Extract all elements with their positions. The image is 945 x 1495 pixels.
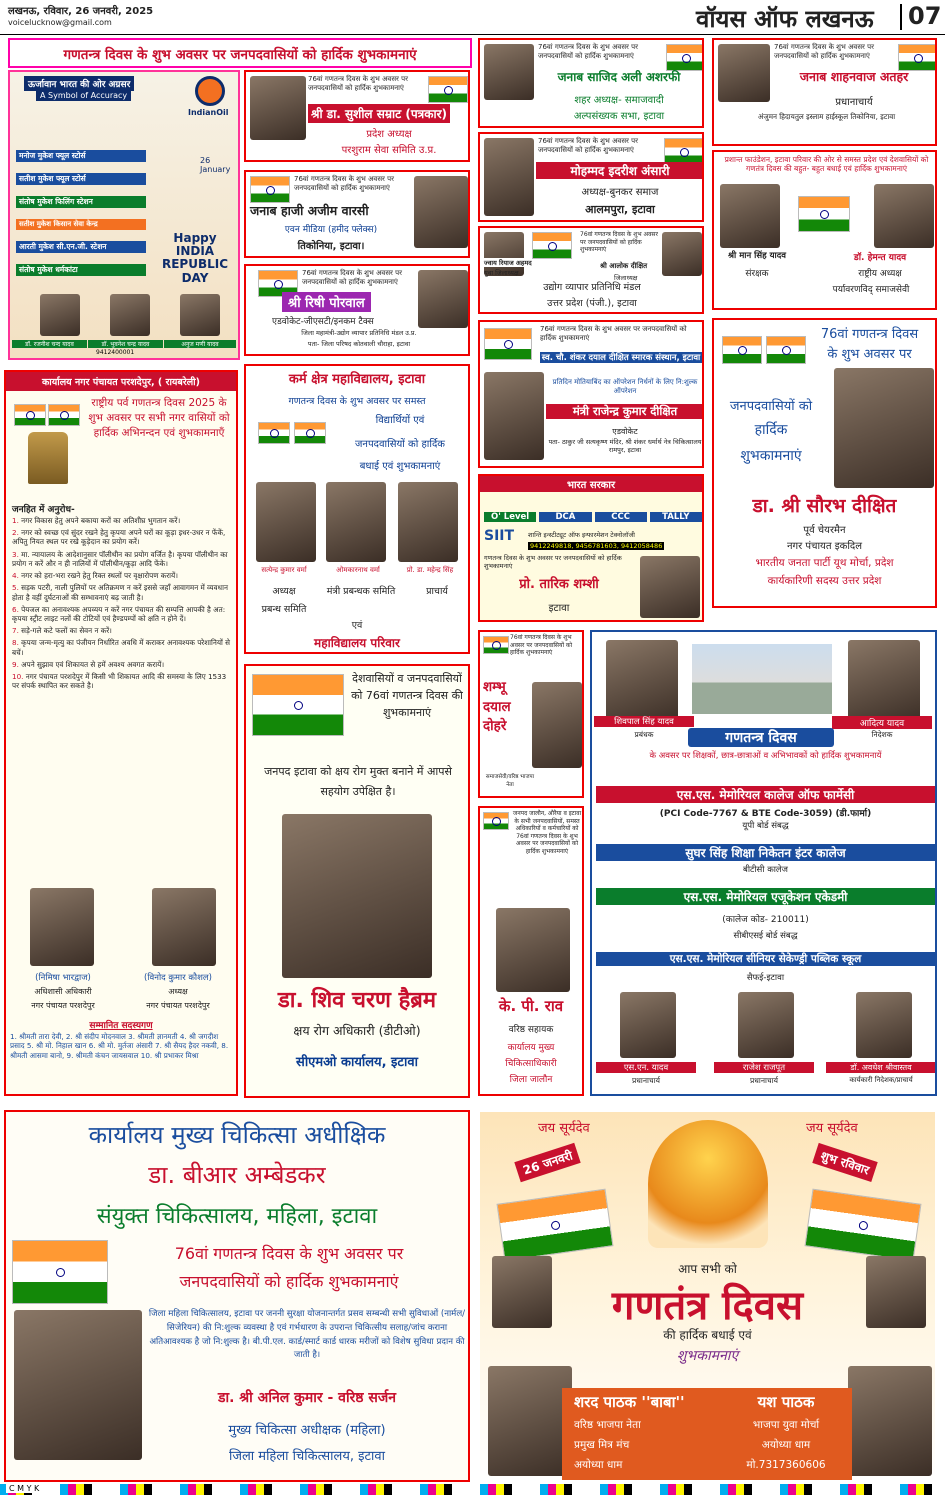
flag-icon [804,1189,921,1262]
idrees-title: अध्यक्ष-बुनकर समाज [581,187,659,198]
ss-c3: एस.एस. मेमोरियल एजूकेशन एकेडमी [596,888,935,905]
masthead: वॉयस ऑफ लखनऊ [696,4,874,33]
surya-p2-l1: भाजपा युवा मोर्चा [752,1419,820,1431]
person-photo [14,1310,142,1460]
flag-icon [428,76,468,103]
prashant-org: पर्यावरणविद् समाजसेवी [832,285,910,295]
flag-icon [252,674,344,736]
hospital-para: जिला महिला चिकित्सालय, इटावा पर जननी सुरक्षा योजनान्तर्गत प्रसव सम्बन्धी सभी सुविधाओं (नार्मल/सिजेरियन) की नि:शुल्क व्यवस्था है एवं गर्भधारण के उपरान्त चिकित्सीय सलाह/जांच कराना अतिआवश्यक है जो नि:शुल्क है। बी.पी.एल. कार्ड/स्मार्ट कार्ड धारक मरीजों को विशेष सुविधा प्रदान की जाती है। [148,1309,466,1361]
flag-icon [664,138,704,165]
ss-p1-role: प्रबंधक [634,730,654,739]
station-list [16,150,146,276]
saurabh-wish3: जनपदवासियों को [729,399,813,414]
indianoil-ad [8,70,240,360]
ss-c2-sub: बीटीसी कालेज [743,865,788,875]
sun-god-image [648,1120,768,1248]
shahnawaz-title: प्रधानाचार्य [835,97,873,108]
karm-r5: एवं [351,620,363,631]
person-photo [282,814,432,978]
idrees-name: मोहम्मद इदरीश अंसारी [536,162,704,179]
list-item: 6. पेयजल का अनावश्यक अपव्यय न करें नगर पंचायत की सम्पत्ति आपकी है अत: कृपया स्ट्रीट लाइट नलों की टोटियों एवं हैण्डपम्पों को क्षति न होने दें। [12,604,226,623]
ajeem-line1: एवन मीडिया (हमीद फ्लेक्स) [284,225,378,235]
person-photo [662,232,702,276]
shiv-wish: देशवासियों व जनपदवासियों को 76वां गणतन्त्र दिवस की शुभकामनाएं [351,672,463,720]
rajendra-title: एडवोकेट [612,427,638,436]
saurabh-ad [712,318,937,608]
person-photo [606,640,678,722]
surya-day: शुभ रविवार [812,1143,878,1182]
prashant-role1: संरक्षक [745,269,769,279]
person-photo [414,176,468,248]
course-badge: O' Level [484,512,536,522]
udyog-role1: युवा जिलाध्यक्ष [484,269,519,277]
shahnawaz-org: अंजुमन हिदायतुल इस्लाम हाईस्कूल तिकोनिया, इटावा [757,112,896,121]
idrees-ad [478,132,704,222]
person-photo [30,888,94,966]
prashant-wish: प्रशान्त फाउंडेशन, इटावा परिवार की ओर से समस्त प्रदेश एवं देशवासियों को गणतंत्र दिवस की बहुत- बहुत बधाई एवं हार्दिक शुभकामनाएं [724,155,929,174]
karm-ad [244,364,470,654]
karm-r1: अध्यक्ष [272,586,296,597]
rishi-ad [244,264,470,356]
surya-p1-l2: प्रमुख मित्र मंच [574,1439,630,1451]
ajeem-ad [244,170,470,258]
surya-right: जय सूर्यदेव [806,1121,858,1136]
saurabh-line1: पूर्व चेयरमैन [803,525,846,536]
surya-p1-l3: अयोध्या धाम [574,1459,623,1471]
ss-c4-place: सैफई-इटावा [746,973,785,983]
hospital-wish2: जनपदवासियों को हार्दिक शुभकामनाएं [179,1272,399,1291]
republic-date: 26 January [200,156,231,174]
siit-name: प्रो. तारिक शम्शी [519,577,599,592]
udyog-ad [478,226,704,314]
ss-f2-role: प्रधानाचार्य [750,1076,778,1085]
person-photo [874,184,934,248]
ss-f2: राजेश राजपूत [714,1062,814,1073]
nagar-appeal-list [12,516,234,691]
shiv-name: डा. शिव चरण हैब्रम [278,988,436,1013]
ss-c4: एस.एस. मेमोरियल सीनियर सेकेण्ड्री पब्लिक स्कूल [596,952,935,966]
person-photo [718,44,770,102]
list-item: 7. सड़े-गले कटे फलों का सेवन न करें। [12,626,112,636]
udyog-wish: 76वां गणतन्त्र दिवस के शुभ अवसर पर जनपदवासियों को हार्दिक शुभकामनाएं [580,231,658,253]
prashant-role2: राष्ट्रीय अध्यक्ष [858,269,902,279]
surya-sub: की हार्दिक बधाई एवं [663,1328,752,1342]
shambhu-name: शम्भू दयाल दोहरे [483,679,511,735]
ajeem-line2: तिकोनिया, इटावा। [297,241,365,252]
ss-p1: शिवपाल सिंह यादव [594,716,694,727]
ss-c3-board: सीबीएसई बोर्ड संबद्ध [733,931,798,941]
rajendra-name: मंत्री राजेन्द्र कुमार दीक्षित [546,404,704,419]
rajendra-wish: 76वां गणतन्त्र दिवस के शुभ अवसर पर जनपदवासियों को हार्दिक शुभकामनाएं [540,325,687,342]
person-photo [720,184,780,248]
flag-icon [48,404,80,426]
station-item: सतीश मुकेश किसान सेवा केन्द्र [16,219,146,230]
ajeem-wish: 76वां गणतन्त्र दिवस के शुभ अवसर पर जनपदवासियों को हार्दिक शुभकामनाएं [294,175,394,192]
prashant-person1: श्री मान सिंह यादव [728,251,786,261]
rishi-wish: 76वां गणतन्त्र दिवस के शुभ अवसर पर जनपदवासियों को हार्दिक शुभकामनाएं [302,269,402,286]
udyog-line1: उद्योग व्यापार प्रतिनिधि मंडल [543,282,641,293]
cmyk-bar [0,1484,945,1495]
person-photo [40,294,80,336]
surya-p2-l2: अयोध्या धाम [761,1439,811,1451]
surya-pre: आप सभी को [678,1262,737,1276]
person-photo [152,888,216,966]
station-item: संतोष मुकेश धर्मकांटा [16,264,146,276]
kp-name: के. पी. राव [498,997,564,1015]
karm-head: कर्म क्षेत्र महाविद्यालय, इटावा [288,372,426,387]
nagar-ad [4,370,238,1096]
shiv-title: क्षय रोग अधिकारी (डीटीओ) [293,1023,421,1038]
emblem-icon [28,432,68,484]
flag-icon [484,328,532,360]
list-item: 10. नगर पंचायत परशदेपुर में किसी भी शिकायत आदि की समस्या के लिए 1533 पर संपर्क स्थापित कर सकते है। [12,672,227,691]
list-item: 5. सड़क पटरी, नाली पुलियों पर अतिक्रमण न करें इससे जहाँ आवागमन में व्यवधान होता है वहीं दुर्घटनाओं की सम्भावनाएं बढ़ जाती है। [12,583,228,602]
karm-wish3: जनपदवासियों को हार्दिक [355,439,445,450]
surya-sub2: शुभकामनाएं [676,1348,739,1364]
person-photo [848,640,920,722]
saurabh-line3: भारतीय जनता पार्टी यूथ मोर्चा, प्रदेश [755,557,894,569]
flag-icon [250,176,290,203]
ss-c3-sub: (कालेज कोड- 210011) [722,915,809,925]
person-photo [256,482,316,562]
siit-wish: गणतन्त्र दिवस के शुभ अवसर पर जनपदवासियों को हार्दिक शुभकामनाएं [484,554,622,571]
nagar-appeal-head: जनहित में अनुरोध- [12,505,75,515]
kp-org2: चिकित्साधिकारी [505,1059,557,1069]
person-photo [180,294,220,336]
person-photo [856,992,912,1058]
shahnawaz-ad [712,38,937,146]
hospital-line3: संयुक्त चिकित्सालय, महिला, इटावा [96,1204,378,1229]
shahnawaz-name: जनाब शाहनवाज अतहर [799,69,909,84]
flag-icon [258,422,290,444]
udyog-name1: ज्वाय रियाज अहमद [484,259,532,267]
indianoil-accuracy: A Symbol of Accuracy [36,90,131,101]
rishi-line1: एडवोकेट-जीएसटी/इनकम टैक्स [272,317,374,327]
kp-org1: कार्यालय मुख्य [507,1043,555,1053]
sushil-title: प्रदेश अध्यक्ष [366,129,412,140]
karm-wish2: विद्यार्थियों एवं [375,415,425,426]
surya-left: जय सूर्यदेव [538,1121,590,1136]
flag-icon [666,44,704,71]
list-item: 2. नगर को स्वच्छ एवं सुंदर रखने हेतु कृपया अपने घरों का कूड़ा इधर-उधर न फेंकें, अपितु नियत स्थल पर रखे कूड़ेदान का प्रयोग करें। [12,528,226,547]
nagar-head: कार्यालय नगर पंचायत परशदेपुर, ( रायबरेली) [6,372,236,391]
prashant-person2: डॉ. हेमन्त यादव [853,253,907,263]
sajid-wish: 76वां गणतन्त्र दिवस के शुभ अवसर पर जनपदवासियों को हार्दिक शुभकामनाएं [538,43,638,60]
ss-f3-role: कार्यकारी निदेशक/प्राचार्य [849,1076,913,1084]
rishi-name: श्री रिषी पोरवाल [282,292,371,312]
person-photo [738,992,794,1058]
station-item: मनोज मुकेश फ्यूल स्टोर्स [16,150,146,162]
list-item: 4. नगर को हरा-भरा रखने हेतु रिक्त स्थलों पर वृक्षारोपण करायें। [12,571,178,581]
flag-icon [532,232,572,259]
person-photo [418,270,468,328]
indianoil-tagline: ऊर्जावान भारत की ओर अग्रसर [24,76,134,91]
shiv-ad [244,664,470,1098]
saurabh-wish2: के शुभ अवसर पर [827,347,912,362]
email: voicelucknow@gmail.com [8,18,112,27]
sajid-line1: शहर अध्यक्ष- समाजवादी [574,95,664,106]
ss-p2-role: निदेशक [871,730,893,739]
siit-inst: शान्ति इन्स्टीट्यूट ऑफ इन्फारमेशन टेक्नोलॉजी [528,531,635,539]
flag-icon [294,422,326,444]
saurabh-wish5: शुभकामनाएं [740,448,802,464]
indianoil-person: डॉ. भुवनेश चन्द्र यादव [88,340,163,348]
person-photo [496,908,570,992]
republic-day-logo: Happy INDIA REPUBLIC DAY [161,231,229,285]
ss-p2: आदित्य यादव [832,716,932,729]
surya-date: 26 जनवरी [514,1143,581,1182]
surya-p2: यश पाठक [757,1393,815,1411]
flag-icon [12,1240,108,1304]
ss-f1: एस.एन. यादव [596,1062,696,1073]
ajeem-name: जनाब हाजी अजीम वारसी [250,203,369,218]
surya-ad [478,1110,937,1482]
saurabh-name: डा. श्री सौरभ दीक्षित [752,495,897,517]
udyog-role2: जिलाध्यक्ष [614,274,638,282]
person-photo [484,372,544,460]
flag-icon [766,336,806,364]
siit-ad [478,474,704,622]
surya-p2-l3: मो.7317360606 [746,1459,826,1471]
flag-icon [496,1189,613,1262]
flag-icon [898,44,937,71]
banner-text: गणतन्त्र दिवस के शुभ अवसर पर जनपदवासियों को हार्दिक शुभकामनाएं [63,47,417,63]
person-photo [488,1366,572,1476]
siit-brand: SIIT [484,528,515,544]
sushil-org: परशुराम सेवा समिति उ.प्र. [341,145,437,156]
nagar-wish: राष्ट्रीय पर्व गणतन्त्र दिवस 2025 के शुभ अवसर पर सभी नगर वासियों को हार्दिक अभिनन्दन एवं शुभकामनाएँ [88,397,230,440]
cmyk-label: C M Y K [6,1484,42,1493]
karm-p1: सत्येन्द्र कुमार वर्मा [261,566,307,574]
person-photo [398,482,458,562]
hospital-name: डा. श्री अनिल कुमार - वरिष्ठ सर्जन [217,1390,397,1406]
udyog-name2: श्री आलोक दीक्षित [600,262,648,270]
karm-wish1: गणतन्त्र दिवस के शुभ अवसर पर समस्त [288,396,426,407]
course-badge: TALLY [650,512,702,522]
karm-foot: महाविद्यालय परिवार [314,636,400,650]
ss-c2: सुघर सिंह शिक्षा निकेतन इंटर कालेज [596,844,935,861]
kp-role: वरिष्ठ सहायक [508,1025,554,1035]
ss-wish: के अवसर पर शिक्षकों, छात्र-छात्राओं व अभिभावकों को हार्दिक शुभकामनायें [649,751,882,761]
sushil-wish: 76वां गणतन्त्र दिवस के शुभ अवसर पर जनपदवासियों को हार्दिक शुभकामनाएं [308,75,408,92]
nagar-p2-org: नगर पंचायत परशदेपुर [146,1001,210,1010]
nagar-p2-name: (विनोद कुमार कौशल) [144,973,212,983]
indianoil-logo-icon [195,76,225,106]
rishi-line2: जिला महामंत्री-उद्योग व्यापार प्रतिनिधि मंडल उ.प्र. [301,329,417,337]
shiv-appeal: जनपद इटावा को क्षय रोग मुक्त बनाने में आपसे सहयोग उपेक्षित है। [264,765,452,798]
siit-govt: भारत सरकार [480,476,702,492]
person-photo [532,682,582,768]
hospital-line1: कार्यालय मुख्य चिकित्सा अधीक्षिक [88,1121,386,1149]
nagar-p1-name: (निमिषा भारद्वाज) [35,973,91,983]
sushil-name: श्री डा. सुशील सम्राट (पत्रकार) [308,104,450,123]
surya-p1: शरद पाठक ''बाबा'' [574,1393,685,1411]
ss-f3: डॉ. अवधेश श्रीवास्तव [826,1062,936,1073]
nagar-p2-role: अध्यक्ष [168,987,188,996]
person-photo [866,1256,926,1328]
dateline: लखनऊ, रविवार, 26 जनवरी, 2025 [8,6,154,17]
kp-ad [478,806,584,1096]
flag-icon [483,636,509,654]
person-photo [326,482,386,562]
idrees-wish: 76वां गणतन्त्र दिवस के शुभ अवसर पर जनपदवासियों को हार्दिक शुभकामनाएं [538,137,638,154]
idrees-place: आलमपुरा, इटावा [585,203,655,216]
ss-c1: एस.एस. मेमोरियल कालेज ऑफ फार्मेसी [596,786,935,803]
person-photo [848,1366,932,1476]
saurabh-line2: नगर पंचायत इकदिल [786,541,863,552]
saurabh-line4: कार्यकारिणी सदस्य उत्तर प्रदेश [767,575,882,587]
header [0,0,945,36]
station-item: आरती मुकेश सी.एन.जी. स्टेशन [16,241,146,253]
siit-place: इटावा [548,603,570,614]
kp-org3: जिला जालौन [509,1075,553,1085]
list-item: 9. अपने सुझाव एवं शिकायत से हमें अवश्य अवगत करायें। [12,659,165,669]
hospital-title: मुख्य चिकित्सा अधीक्षक (महिला) [228,1423,386,1438]
rishi-line3: पता- जिला परिषद कोतवाली चौराहा, इटावा [307,340,411,348]
karm-wish4: बधाई एवं शुभकामनाएं [359,461,441,472]
shambhu-role: समाजसेवी/वरिष्ठ भाजपा नेता [485,774,535,788]
course-badge: DCA [539,512,591,522]
rajendra-org1: स्व. चौ. शंकर दयाल दीक्षित स्मारक संस्थान, इटावा [541,353,701,363]
nagar-p1-role: अधिशासी अधिकारी [34,987,92,996]
shambhu-wish: 76वां गणतन्त्र दिवस के शुभ अवसर पर जनपदवासियों को हार्दिक शुभकामनाएं [510,634,573,656]
banner-box [8,38,472,68]
shiv-org: सीएमओ कार्यालय, इटावा [296,1055,418,1070]
ss-c1-board: यूपी बोर्ड संबद्ध [742,821,789,831]
list-item: 1. नगर विकास हेतु अपने बकाया करों का अतिशीघ्र भुगतान करें। [12,516,181,525]
karm-r3: प्राचार्य [426,586,448,597]
sajid-ad [478,38,704,128]
page-number: 07 [908,2,942,30]
siit-phone: 9412249818, 9456781603, 9412058486 [530,542,663,550]
indianoil-brand: IndianOil [188,108,229,117]
sajid-name: जनाब साजिद अली अशरफी [557,70,681,84]
flag-icon [722,336,762,364]
nagar-members: 1. श्रीमती तारा देवी, 2. श्री संदीप मोदनवाल 3. श्रीमती ज्ञानमती 4. श्री जगदीश प्रसाद 5. श्री मो. निहाल खान 6. श्री मो. मुर्तजा अंसारी 7. श्री सैयद हैदर नकवी, 8. श्रीमती आसमा बानो, 9. श्रीमती कंचन जायसवाल 10. श्री प्रभाकर मिश्रा [10,1032,229,1060]
person-photo [620,992,676,1058]
station-item: सतीश मुकेश फ्यूल स्टोर्स [16,173,146,185]
ss-c1-sub: (PCI Code-7767 & BTE Code-3059) (डी.फार्मा) [659,809,872,819]
person-photo [484,138,534,216]
nagar-p1-org: नगर पंचायत परशदेपुर [31,1001,95,1010]
karm-p2: ओमकारनाथ वर्मा [336,566,380,574]
course-badge: CCC [595,512,647,522]
hospital-org: जिला महिला चिकित्सालय, इटावा [228,1449,386,1464]
hospital-wish1: 76वां गणतन्त्र दिवस के शुभ अवसर पर [174,1244,404,1263]
nagar-members-head: सम्मानित सदस्यगण [89,1021,153,1031]
rajendra-line: प्रतिदिन मोतियाबिंद का ऑपरेशन निर्धनों के लिए नि:शुल्क ऑपरेशन [552,378,698,395]
kp-wish: जनपद जालौन, औरैया व इटावा के सभी जनपदवासियों, समस्त अधिकारियों व कर्मचारियों को 76वां गणतन्त्र दिवस के शुभ अवसर पर जनपदवासियों को हार्दिक शुभकामनाएं [512,810,582,855]
rajendra-ad [478,320,704,468]
flag-icon [483,812,509,830]
karm-r4: प्रबन्ध समिति [261,604,307,615]
list-item: 3. मा. न्यायालय के आदेशानुसार पॉलीथीन का प्रयोग वर्जित है। कृपया पॉलीथीन का प्रयोग न करें और न ही नालियों में पॉलीथीन/कूड़ा आदि फेंके। [12,549,228,568]
surya-big: गणतंत्र दिवस [611,1282,804,1329]
surya-p1-l1: वरिष्ठ भाजपा नेता [574,1419,641,1431]
person-photo [834,368,934,488]
indianoil-phone: 9412400001 [96,349,135,356]
rajendra-addr: पता- ठाकुर जी सत्यकृष्ण मंदिर, श्री शंकर धर्मार्थ नेत्र चिकित्सालय रामपुर, इटावा [548,438,702,455]
shahnawaz-wish: 76वां गणतन्त्र दिवस के शुभ अवसर पर जनपदवासियों को हार्दिक शुभकामनाएं [774,43,874,60]
saurabh-wish4: हार्दिक [754,422,788,438]
sajid-line2: अल्पसंख्यक सभा, इटावा [573,111,665,122]
list-item: 8. कृपया जन्म-मृत्यु का पंजीयन निर्धारित अवधि में कराकर अनावश्यक परेशानियों से बचें। [12,638,230,657]
sushil-ad [244,70,470,162]
hospital-line2: डा. बीआर अम्बेडकर [148,1161,326,1189]
shambhu-ad [478,630,584,798]
ss-f1-role: प्रधानाचार्य [632,1076,660,1085]
person-photo [250,76,306,140]
siit-courses [484,512,702,522]
flag-icon [798,196,850,232]
building-image [692,644,832,714]
person-photo [640,556,700,618]
ss-title: गणतन्त्र दिवस [688,728,834,747]
udyog-line2: उत्तर प्रदेश (पंजी.), इटावा [547,298,637,309]
saurabh-wish1: 76वां गणतन्त्र दिवस [820,327,919,342]
station-item: संतोष मुकेश फिलिंग स्टेशन [16,196,146,208]
indianoil-person: डॉ. रजनीश चन्द यादव [12,340,87,348]
prashant-ad [712,150,937,310]
karm-p3: प्रो. डा. महेन्द्र सिंह [406,566,454,574]
karm-r2: मंत्री प्रबन्धक समिति [326,586,396,597]
person-photo [484,44,534,100]
person-photo [110,294,150,336]
flag-icon [14,404,46,426]
hospital-ad [4,1110,470,1482]
indianoil-person: अनुज मणी यादव [164,340,236,348]
ss-ad [590,630,937,1096]
